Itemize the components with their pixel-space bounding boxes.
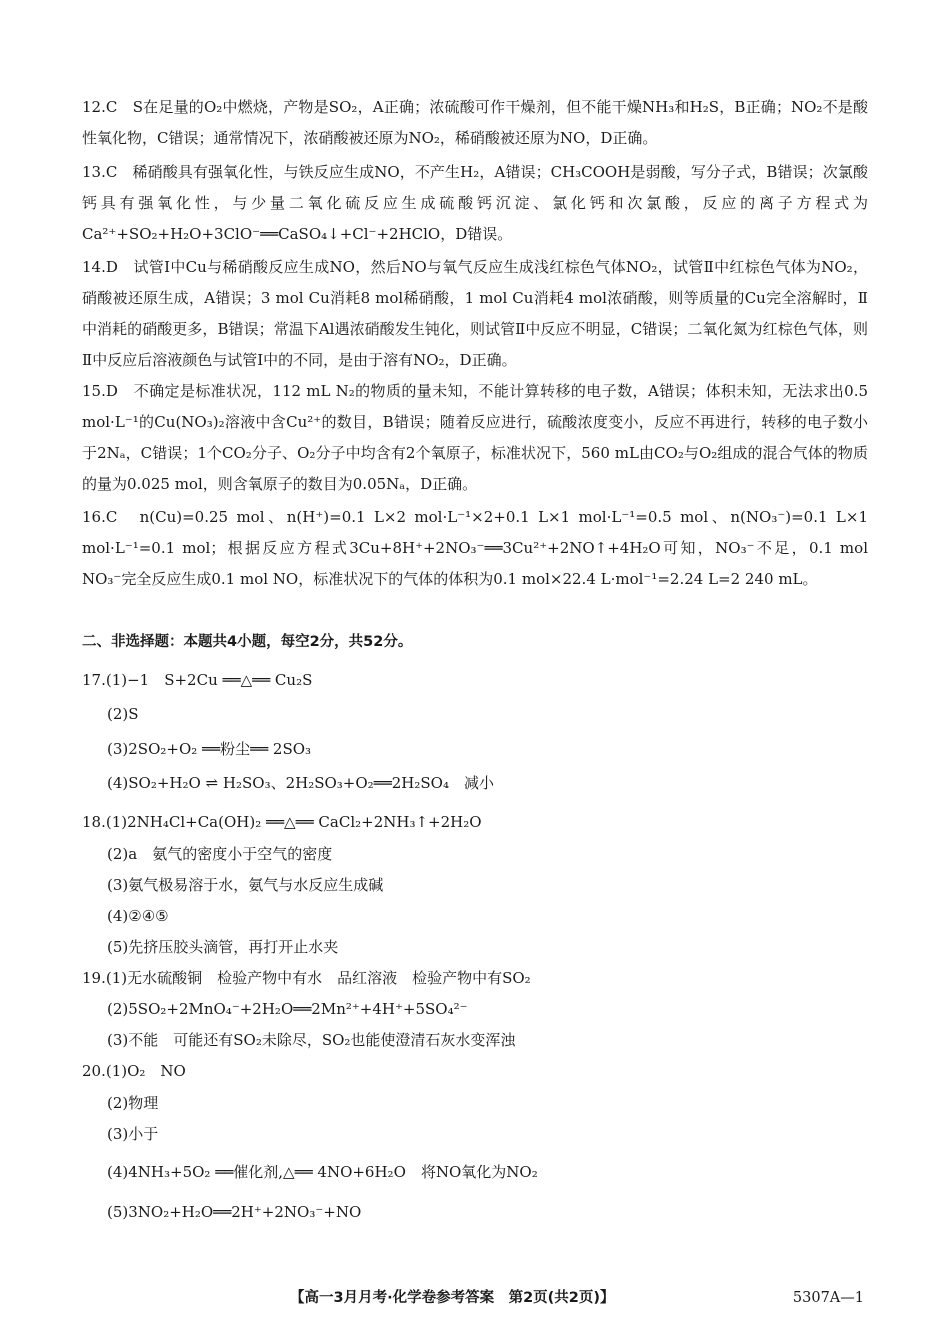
q20-line-2: (2)物理 <box>107 1094 159 1112</box>
q20-line-5: (5)3NO₂+H₂O══2H⁺+2NO₃⁻+NO <box>107 1203 362 1221</box>
q18-line-4: (4)②④⑤ <box>107 907 169 925</box>
answer-13: 13.C 稀硝酸具有强氧化性，与铁反应生成NO，不产生H₂，A错误；CH₃COOH是弱酸，写分子式，B错误；次氯酸钙具有强氧化性，与少量二氧化硫反应生成硫酸钙沉淀、氯化钙和次氯酸，反应的离子方程式为Ca²⁺+SO₂+H₂O+3ClO⁻══CaSO₄↓+Cl⁻+2HClO，D错误。 <box>82 163 868 243</box>
q17-line-1: 17.(1)−1 S+2Cu ══△══ Cu₂S <box>82 671 313 689</box>
q20-line-4: (4)4NH₃+5O₂ ══催化剂,△══ 4NO+6H₂O 将NO氧化为NO₂ <box>107 1163 538 1181</box>
q19-line-1: 19.(1)无水硫酸铜 检验产物中有水 品红溶液 检验产物中有SO₂ <box>82 969 531 987</box>
q19-line-3: (3)不能 可能还有SO₂未除尽，SO₂也能使澄清石灰水变浑浊 <box>107 1031 516 1049</box>
q17-line-3: (3)2SO₂+O₂ ══粉尘══ 2SO₃ <box>107 740 312 758</box>
q17-line-2: (2)S <box>107 705 139 723</box>
answer-12: 12.C S在足量的O₂中燃烧，产物是SO₂，A正确；浓硫酸可作干燥剂，但不能干燥NH₃和H₂S，B正确；NO₂不是酸性氧化物，C错误；通常情况下，浓硝酸被还原为NO₂，稀硝酸被还原为NO，D正确。 <box>82 98 868 147</box>
section-heading: 二、非选择题：本题共4小题，每空2分，共52分。 <box>82 634 413 650</box>
q20-line-3: (3)小于 <box>107 1125 159 1143</box>
q18-line-2: (2)a 氨气的密度小于空气的密度 <box>107 845 333 863</box>
q17-line-4: (4)SO₂+H₂O ⇌ H₂SO₃、2H₂SO₃+O₂══2H₂SO₄ 减小 <box>107 774 494 792</box>
footer-title: 【高一3月月考·化学卷参考答案 第2页(共2页)】 <box>290 1290 615 1306</box>
answer-16: 16.C n(Cu)=0.25 mol、n(H⁺)=0.1 L×2 mol·L⁻¹×2+0.1 L×1 mol·L⁻¹=0.5 mol、n(NO₃⁻)=0.1 L×1 mol·L⁻¹=0.1 mol；根据反应方程式3Cu+8H⁺+2NO₃⁻══3Cu²⁺+2NO↑+4H₂O可知，NO₃⁻不足，0.1 mol NO₃⁻完全反应生成0.1 mol NO，标准状况下的气体的体积为0.1 mol×22.4 L·mol⁻¹=2.24 L=2 240 mL。 <box>82 508 868 588</box>
answer-14: 14.D 试管Ⅰ中Cu与稀硝酸反应生成NO，然后NO与氧气反应生成浅红棕色气体NO₂，试管Ⅱ中红棕色气体为NO₂，硝酸被还原生成，A错误；3 mol Cu消耗8 mol稀硝酸，1 mol Cu消耗4 mol浓硝酸，则等质量的Cu完全溶解时，Ⅱ中消耗的硝酸更多，B错误；常温下Al遇浓硝酸发生钝化，则试管Ⅱ中反应不明显，C错误；二氧化氮为红棕色气体，则Ⅱ中反应后溶液颜色与试管Ⅰ中的不同，是由于溶有NO₂，D正确。 <box>82 258 868 369</box>
answer-15: 15.D 不确定是标准状况，112 mL N₂的物质的量未知，不能计算转移的电子数，A错误；体积未知，无法求出0.5 mol·L⁻¹的Cu(NO₃)₂溶液中含Cu²⁺的数目，B错误；随着反应进行，硫酸浓度变小，反应不再进行，转移的电子数小于2Nₐ，C错误；1个CO₂分子、O₂分子中均含有2个氧原子，标准状况下，560 mL由CO₂与O₂组成的混合气体的物质的量为0.025 mol，则含氧原子的数目为0.05Nₐ，D正确。 <box>82 382 868 493</box>
q18-line-5: (5)先挤压胶头滴管，再打开止水夹 <box>107 938 339 956</box>
q20-line-1: 20.(1)O₂ NO <box>82 1062 186 1080</box>
q18-line-3: (3)氨气极易溶于水，氨气与水反应生成碱 <box>107 876 384 894</box>
q19-line-2: (2)5SO₂+2MnO₄⁻+2H₂O══2Mn²⁺+4H⁺+5SO₄²⁻ <box>107 1000 468 1018</box>
q18-line-1: 18.(1)2NH₄Cl+Ca(OH)₂ ══△══ CaCl₂+2NH₃↑+2H₂O <box>82 813 482 831</box>
footer-code: 5307A—1 <box>792 1290 864 1306</box>
